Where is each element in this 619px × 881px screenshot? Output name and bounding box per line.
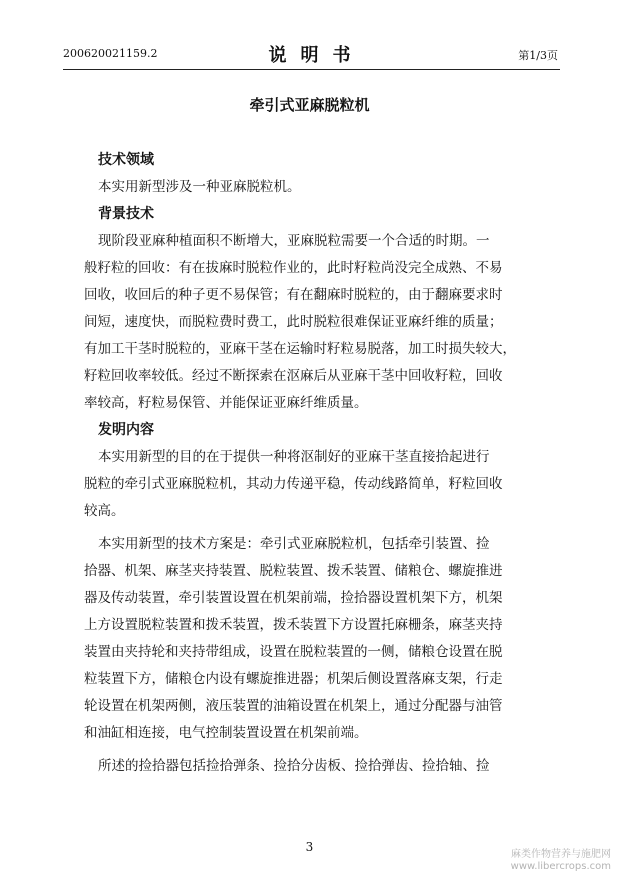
- document-body: [84, 147, 538, 780]
- paragraph-line: 上方设置脱粒装置和拨禾装置，拨禾装置下方设置托麻栅条，麻茎夹持: [84, 617, 503, 633]
- paragraph-line: 较高。: [84, 503, 125, 519]
- paragraph-line: 有加工干茎时脱粒的，亚麻干茎在运输时籽粒易脱落，加工时损失较大，: [84, 341, 516, 357]
- document-title: 牵引式亚麻脱粒机: [249, 96, 370, 114]
- watermark-url: www.libercrops.com: [510, 861, 611, 872]
- header-rule: [63, 69, 560, 70]
- paragraph-line: 器及传动装置，牵引装置设置在机架前端，捡拾器设置机架下方，机架: [84, 590, 503, 606]
- paragraph-line: 脱粒的牵引式亚麻脱粒机，其动力传递平稳，传动线路简单，籽粒回收: [84, 476, 503, 492]
- paragraph-line: 装置由夹持轮和夹持带组成，设置在脱粒装置的一侧，储粮仓设置在脱: [84, 644, 503, 660]
- doc-number: 200620021159.2: [63, 47, 158, 60]
- paragraph-line: 率较高，籽粒易保管、并能保证亚麻纤维质量。: [84, 395, 368, 411]
- paragraph-line: 所述的捡拾器包括捡拾弹条、捡拾分齿板、捡拾弹齿、捡拾轴、捡: [98, 758, 490, 774]
- paragraph-line: 轮设置在机架两侧，液压装置的油箱设置在机架上，通过分配器与油管: [84, 698, 503, 714]
- watermark: [511, 849, 611, 873]
- paragraph-line: 回收，收回后的种子更不易保管；有在翻麻时脱粒的，由于翻麻要求时: [84, 287, 503, 303]
- watermark-cn: 麻类作物营养与施肥网: [511, 849, 611, 860]
- header-title: 说明书: [268, 45, 365, 66]
- page-number: 3: [305, 840, 314, 854]
- paragraph-line: 本实用新型涉及一种亚麻脱粒机。: [98, 179, 301, 195]
- paragraph-line: 本实用新型的技术方案是：牵引式亚麻脱粒机，包括牵引装置、捡: [98, 536, 490, 552]
- paragraph-line: 现阶段亚麻种植面积不断增大，亚麻脱粒需要一个合适的时期。一: [98, 233, 490, 249]
- section-heading-field: 技术领域: [98, 152, 154, 168]
- page-label: 第1/3页: [518, 49, 558, 62]
- paragraph-line: 本实用新型的目的在于提供一种将沤制好的亚麻干茎直接拾起进行: [98, 449, 490, 465]
- paragraph-line: 拾器、机架、麻茎夹持装置、脱粒装置、拨禾装置、储粮仓、螺旋推进: [84, 563, 503, 579]
- paragraph-line: 间短，速度快，而脱粒费时费工，此时脱粒很难保证亚麻纤维的质量；: [84, 314, 503, 330]
- paragraph-line: 籽粒回收率较低。经过不断探索在沤麻后从亚麻干茎中回收籽粒，回收: [84, 368, 503, 384]
- paragraph-line: 和油缸相连接，电气控制装置设置在机架前端。: [84, 725, 368, 741]
- section-heading-invention: 发明内容: [98, 422, 154, 438]
- section-heading-background: 背景技术: [98, 206, 154, 222]
- paragraph-line: 般籽粒的回收：有在拔麻时脱粒作业的，此时籽粒尚没完全成熟、不易: [84, 260, 503, 276]
- paragraph-line: 粒装置下方，储粮仓内设有螺旋推进器；机架后侧设置落麻支架，行走: [84, 671, 503, 687]
